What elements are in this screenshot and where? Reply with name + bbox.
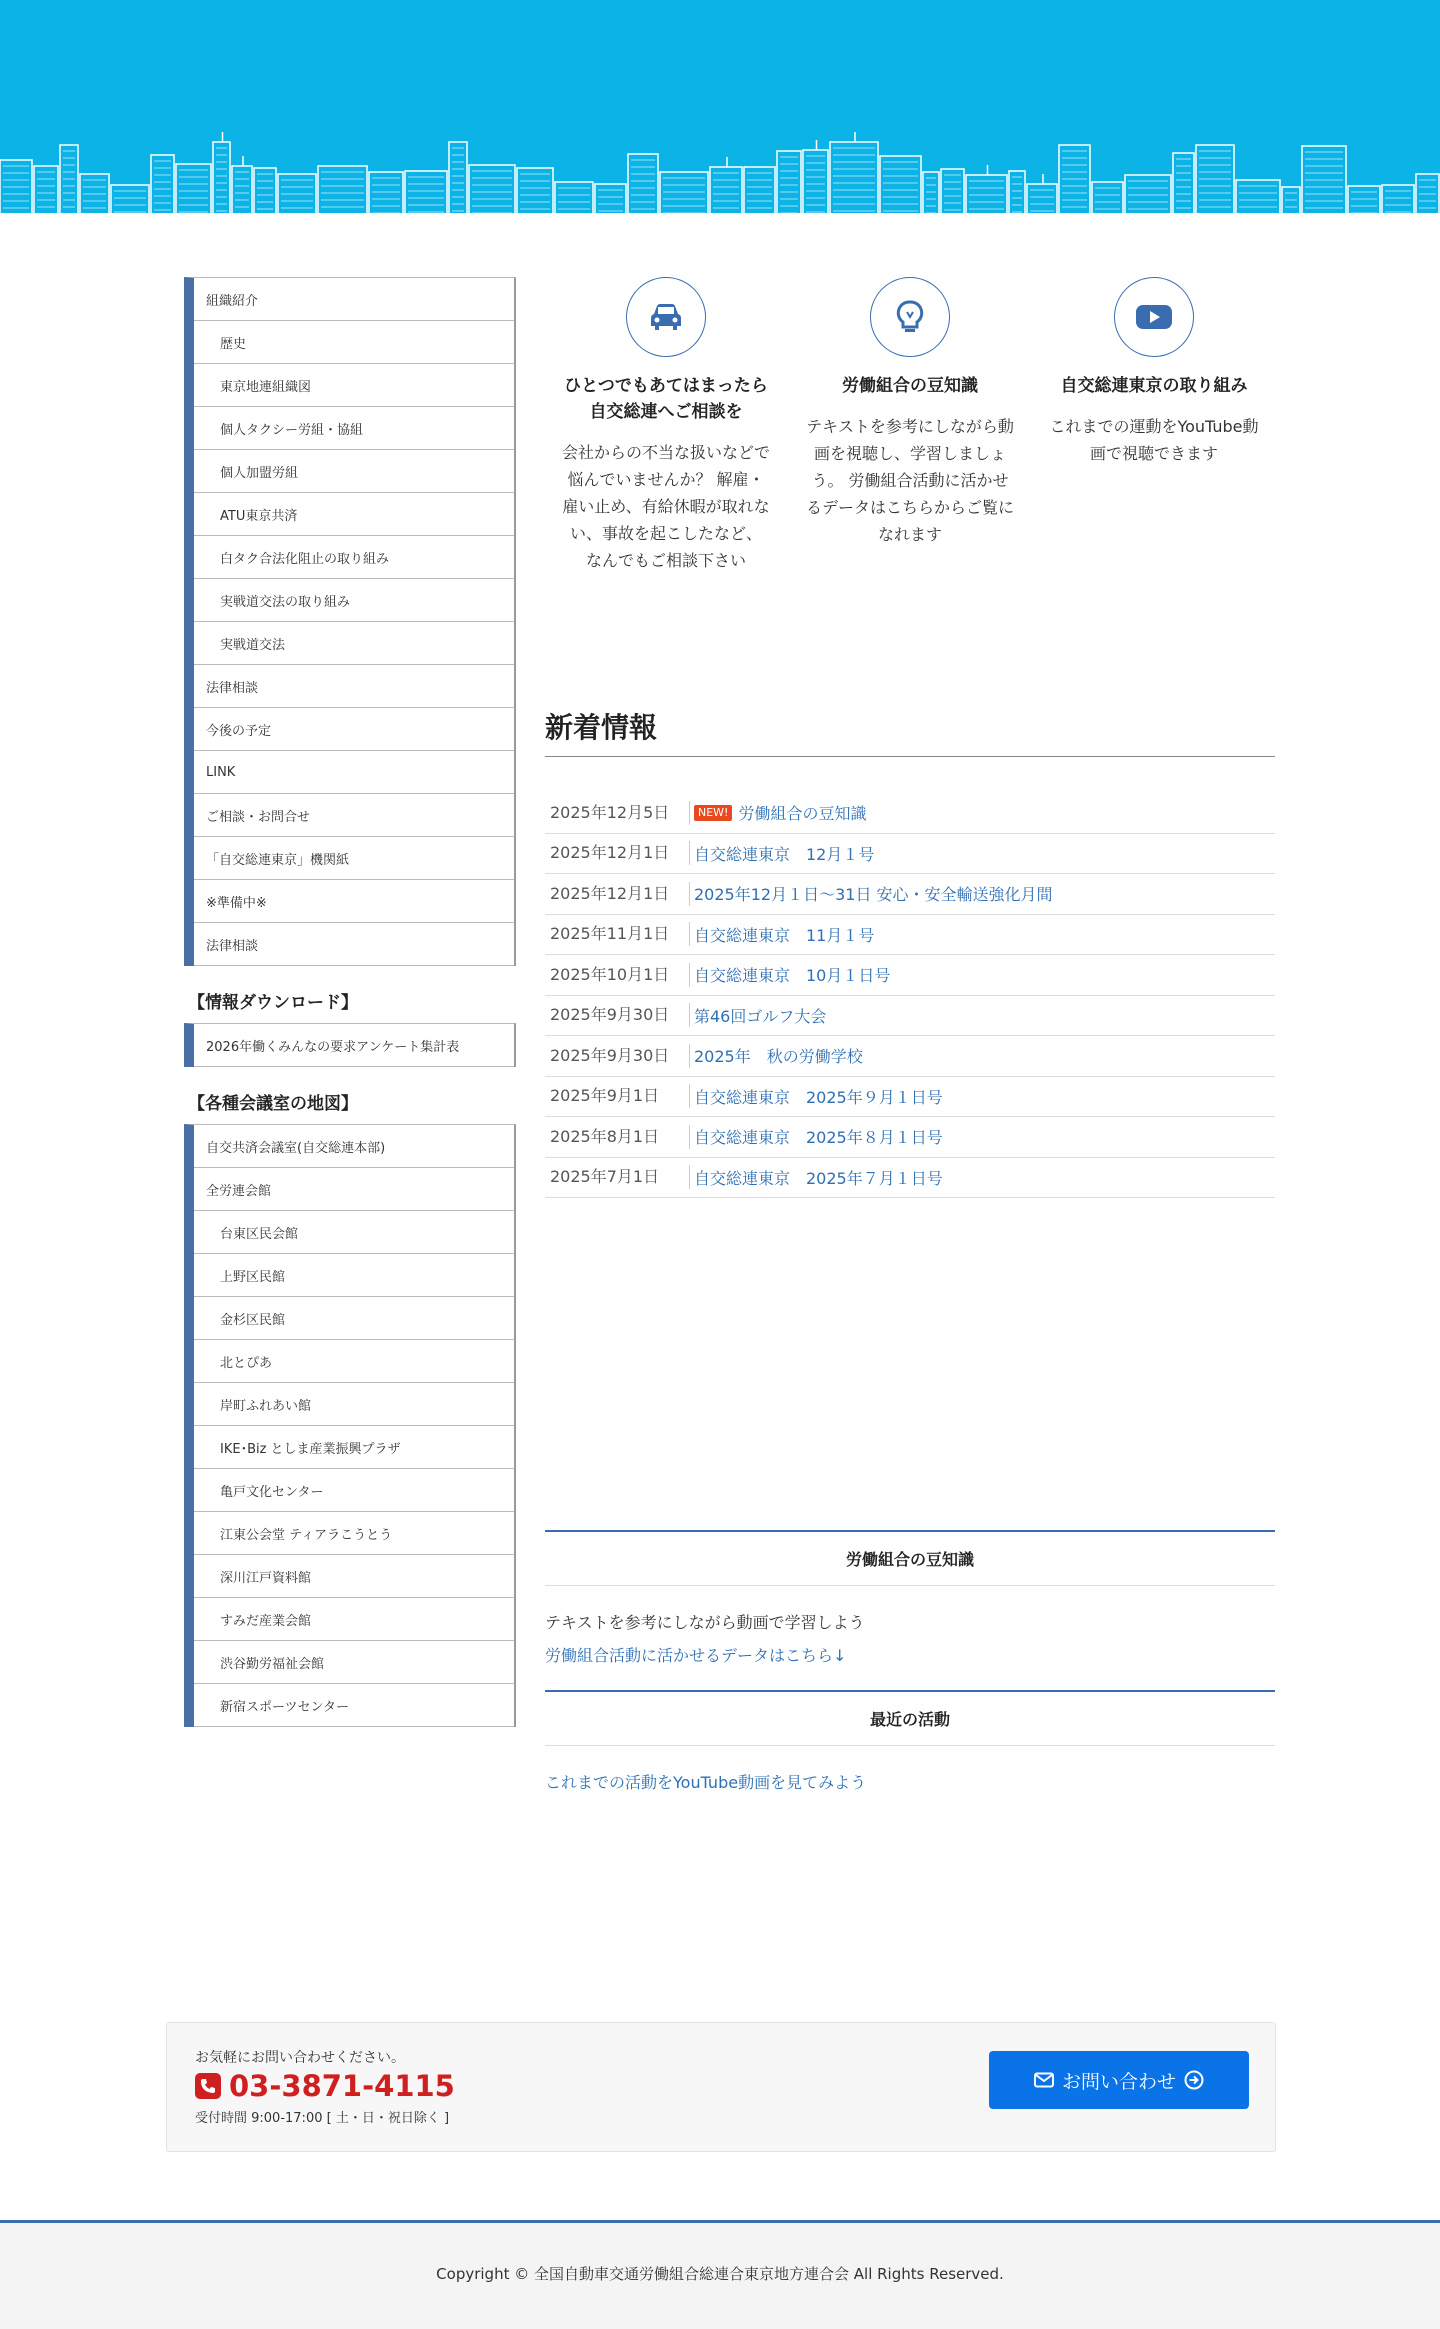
download_items-item[interactable]: 2026年働くみんなの要求アンケート集計表 (194, 1024, 514, 1067)
lightbulb-icon (870, 277, 950, 357)
news-row (545, 793, 1275, 834)
map_items-item[interactable]: 新宿スポーツセンター (194, 1684, 514, 1727)
knowledge-text: テキストを参考にしながら動画で学習しよう (545, 1613, 865, 1632)
contact-phone-number: 03-3871-4115 (229, 2069, 455, 2103)
activities-section (545, 1690, 1275, 1793)
news-date: 2025年7月1日 (545, 1165, 690, 1189)
news-link[interactable] (690, 923, 874, 946)
news-list (545, 793, 1275, 1198)
sidebar-download-menu (184, 1023, 516, 1067)
map_items-item[interactable]: 金杉区民館 (194, 1297, 514, 1340)
new-badge: NEW! (694, 805, 732, 821)
youtube-icon (1114, 277, 1194, 357)
news-row (545, 955, 1275, 996)
news-title: 自交総連東京 12月１号 (694, 844, 875, 864)
knowledge-section (545, 1530, 1275, 1666)
news-heading: 新着情報 (545, 706, 1275, 757)
feature-description: これまでの運動をYouTube動 画で視聴できます (1049, 417, 1259, 463)
news-row (545, 1036, 1275, 1077)
map_items-item[interactable]: 亀戸文化センター (194, 1469, 514, 1512)
feature-youtube[interactable] (1032, 277, 1276, 574)
contact-phone[interactable] (195, 2069, 455, 2103)
news-link[interactable] (690, 882, 1053, 905)
menu-item[interactable]: 個人タクシー労組・協組 (194, 407, 514, 450)
menu-item[interactable]: ご相談・お問合せ (194, 794, 514, 837)
feature-title: ひとつでもあてはまったら 自交総連へご相談を (564, 376, 768, 422)
news-date: 2025年11月1日 (545, 922, 690, 946)
news-row (545, 996, 1275, 1037)
news-row (545, 1158, 1275, 1199)
sidebar-main-menu (184, 277, 516, 966)
arrow-circle-right-icon (1184, 2070, 1204, 2090)
menu-item[interactable]: 歴史 (194, 321, 514, 364)
news-row (545, 1077, 1275, 1118)
feature-description: 会社からの不当な扱いなどで 悩んでいませんか？ 解雇・ 雇い止め、有給休暇が取れな い、事故を起こしたなど、 なんでもご相談下さい (561, 443, 770, 570)
menu-item[interactable]: 今後の予定 (194, 708, 514, 751)
map_items-item[interactable]: 渋谷勤労福祉会館 (194, 1641, 514, 1684)
news-link[interactable] (690, 1125, 943, 1148)
map_items-item[interactable]: 全労連会館 (194, 1168, 514, 1211)
contact-lead: お気軽にお問い合わせください。 (195, 2050, 405, 2066)
activities-heading: 最近の活動 (545, 1690, 1275, 1746)
menu-item[interactable]: 組織紹介 (194, 278, 514, 321)
news-date: 2025年12月1日 (545, 841, 690, 865)
sidebar-maps-menu (184, 1124, 516, 1727)
news-title: 労働組合の豆知識 (738, 804, 867, 824)
news-link[interactable] (690, 963, 890, 986)
news-date: 2025年12月1日 (545, 882, 690, 906)
contact-box (166, 2022, 1276, 2152)
header-banner (0, 0, 1440, 218)
news-title: 自交総連東京 2025年８月１日号 (694, 1128, 943, 1148)
map_items-item[interactable]: 北とぴあ (194, 1340, 514, 1383)
menu-item[interactable]: ATU東京共済 (194, 493, 514, 536)
city-skyline-illustration (0, 118, 1440, 218)
map_items-item[interactable]: IKE･Biz としま産業振興プラザ (194, 1426, 514, 1469)
news-link[interactable] (690, 842, 874, 865)
mail-icon (1034, 2072, 1054, 2088)
news-title: 2025年 秋の労働学校 (694, 1047, 863, 1067)
menu-item[interactable]: 法律相談 (194, 665, 514, 708)
news-title: 自交総連東京 2025年７月１日号 (694, 1168, 943, 1188)
news-link[interactable] (690, 801, 866, 824)
news-title: 自交総連東京 2025年９月１日号 (694, 1087, 943, 1107)
map_items-item[interactable]: 自交共済会議室(自交総連本部) (194, 1125, 514, 1168)
car-icon (626, 277, 706, 357)
feature-description: テキストを参考にしながら動 画を視聴し、学習しましょ う。 労働組合活動に活かせ るデータはこちらからご覧に なれます (805, 417, 1014, 544)
feature-title: 労働組合の豆知識 (842, 376, 978, 396)
news-row (545, 915, 1275, 956)
news-date: 2025年10月1日 (545, 963, 690, 987)
news-title: 自交総連東京 10月１日号 (694, 966, 891, 986)
activities-youtube-link[interactable]: これまでの活動をYouTube動画を見てみよう (545, 1773, 867, 1792)
download-heading: 【情報ダウンロード】 (188, 993, 358, 1013)
menu-item[interactable]: ※準備中※ (194, 880, 514, 923)
news-date: 2025年12月5日 (545, 801, 690, 825)
knowledge-heading: 労働組合の豆知識 (545, 1530, 1275, 1586)
map_items-item[interactable]: 台東区民会館 (194, 1211, 514, 1254)
menu-item[interactable]: 「自交総連東京」機関紙 (194, 837, 514, 880)
news-title: 第46回ゴルフ大会 (694, 1006, 827, 1026)
contact-button[interactable] (989, 2051, 1249, 2109)
news-row (545, 1117, 1275, 1158)
contact-button-label: お問い合わせ (1061, 2070, 1176, 2093)
menu-item[interactable]: 個人加盟労組 (194, 450, 514, 493)
news-link[interactable] (690, 1085, 943, 1108)
knowledge-link[interactable]: 労働組合活動に活かせるデータはこちら↓ (545, 1646, 847, 1665)
map_items-item[interactable]: 上野区民館 (194, 1254, 514, 1297)
menu-item[interactable]: 実戦道交法 (194, 622, 514, 665)
news-section (545, 706, 1275, 1198)
news-title: 2025年12月１日～31日 安心・安全輸送強化月間 (694, 885, 1053, 905)
news-date: 2025年9月30日 (545, 1003, 690, 1027)
news-link[interactable] (690, 1004, 826, 1027)
menu-item[interactable]: 法律相談 (194, 923, 514, 966)
feature-title: 自交総連東京の取り組み (1060, 376, 1248, 396)
phone-icon (195, 2073, 221, 2099)
news-title: 自交総連東京 11月１号 (694, 925, 875, 945)
menu-item[interactable]: 東京地連組織図 (194, 364, 514, 407)
feature-consultation[interactable] (544, 277, 788, 574)
contact-hours: 受付時間 9:00-17:00 [ 土・日・祝日除く ] (195, 2111, 450, 2126)
news-row (545, 834, 1275, 875)
menu-item[interactable]: 白タク合法化阻止の取り組み (194, 536, 514, 579)
news-date: 2025年9月1日 (545, 1084, 690, 1108)
map_items-item[interactable]: 深川江戸資料館 (194, 1555, 514, 1598)
sidebar (184, 277, 516, 1727)
news-row (545, 874, 1275, 915)
news-link[interactable] (690, 1166, 943, 1189)
news-date: 2025年9月30日 (545, 1044, 690, 1068)
menu-item[interactable]: 実戦道交法の取り組み (194, 579, 514, 622)
news-link[interactable] (690, 1044, 863, 1067)
map_items-item[interactable]: 江東公会堂 ティアラこうとう (194, 1512, 514, 1555)
feature-cards (544, 277, 1276, 574)
menu-item[interactable]: LINK (194, 751, 514, 794)
footer (0, 2220, 1440, 2329)
map_items-item[interactable]: すみだ産業会館 (194, 1598, 514, 1641)
maps-heading: 【各種会議室の地図】 (188, 1094, 358, 1114)
feature-knowledge[interactable] (788, 277, 1032, 574)
map_items-item[interactable]: 岸町ふれあい館 (194, 1383, 514, 1426)
copyright-text: Copyright © 全国自動車交通労働組合総連合東京地方連合会 All Rights Reserved. (436, 2265, 1004, 2283)
news-date: 2025年8月1日 (545, 1125, 690, 1149)
